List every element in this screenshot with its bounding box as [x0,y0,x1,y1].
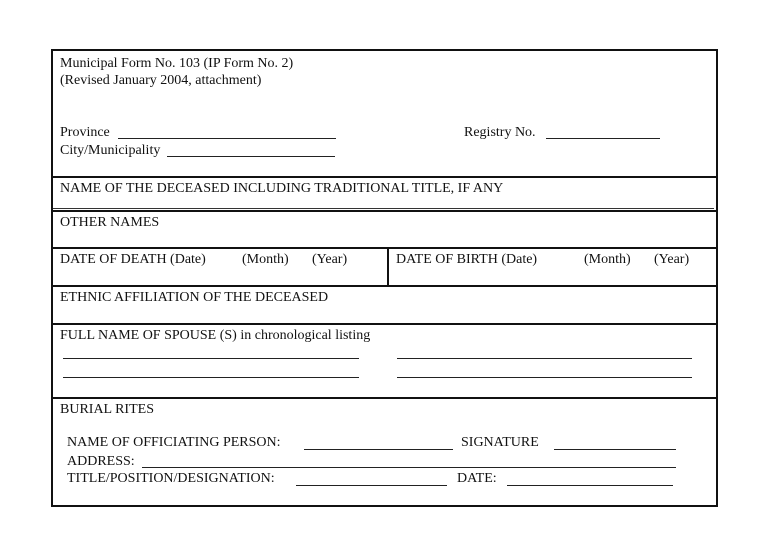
spouse-field-3[interactable] [63,377,359,378]
burial-rites-label: BURIAL RITES [60,402,154,417]
signature-label: SIGNATURE [461,435,539,450]
date-field[interactable] [507,485,673,486]
death-year-label: (Year) [312,252,348,267]
officiating-person-field[interactable] [304,449,453,450]
spouse-section [53,325,716,399]
ethnic-affiliation-label: ETHNIC AFFILIATION OF THE DECEASED [60,290,329,305]
title-position-field[interactable] [296,485,447,486]
dates-section [53,249,716,287]
address-label: ADDRESS: [67,454,135,469]
spouse-field-1[interactable] [63,358,359,359]
form-number: Municipal Form No. 103 (IP Form No. 2) [60,56,294,71]
birth-month-label: (Month) [584,252,631,267]
burial-rites-section [53,399,716,505]
province-field[interactable] [118,138,336,139]
signature-field[interactable] [554,449,676,450]
form-revision: (Revised January 2004, attachment) [60,73,262,88]
city-municipality-field[interactable] [167,156,335,157]
officiating-person-label: NAME OF OFFICIATING PERSON: [67,435,281,450]
form-header-section [53,51,716,178]
deceased-name-field[interactable] [53,208,714,209]
registry-number-label: Registry No. [464,125,536,140]
address-field[interactable] [142,467,676,468]
other-names-label: OTHER NAMES [60,215,160,230]
date-of-birth-label: DATE OF BIRTH (Date) [396,252,538,267]
date-of-death-label: DATE OF DEATH (Date) [60,252,206,267]
spouse-label: FULL NAME OF SPOUSE (S) in chronological listing [60,328,371,343]
registry-number-field[interactable] [546,138,660,139]
province-label: Province [60,125,110,140]
deceased-name-label: NAME OF THE DECEASED INCLUDING TRADITIONAL TITLE, IF ANY [60,181,504,196]
birth-year-label: (Year) [654,252,690,267]
date-label: DATE: [457,471,497,486]
city-municipality-label: City/Municipality [60,143,161,158]
title-position-label: TITLE/POSITION/DESIGNATION: [67,471,275,486]
other-names-section [53,212,716,249]
death-month-label: (Month) [242,252,289,267]
spouse-field-4[interactable] [397,377,692,378]
spouse-field-2[interactable] [397,358,692,359]
death-burial-form [51,49,718,507]
dates-divider [387,249,389,285]
deceased-name-section [53,178,716,212]
ethnic-affiliation-section [53,287,716,325]
